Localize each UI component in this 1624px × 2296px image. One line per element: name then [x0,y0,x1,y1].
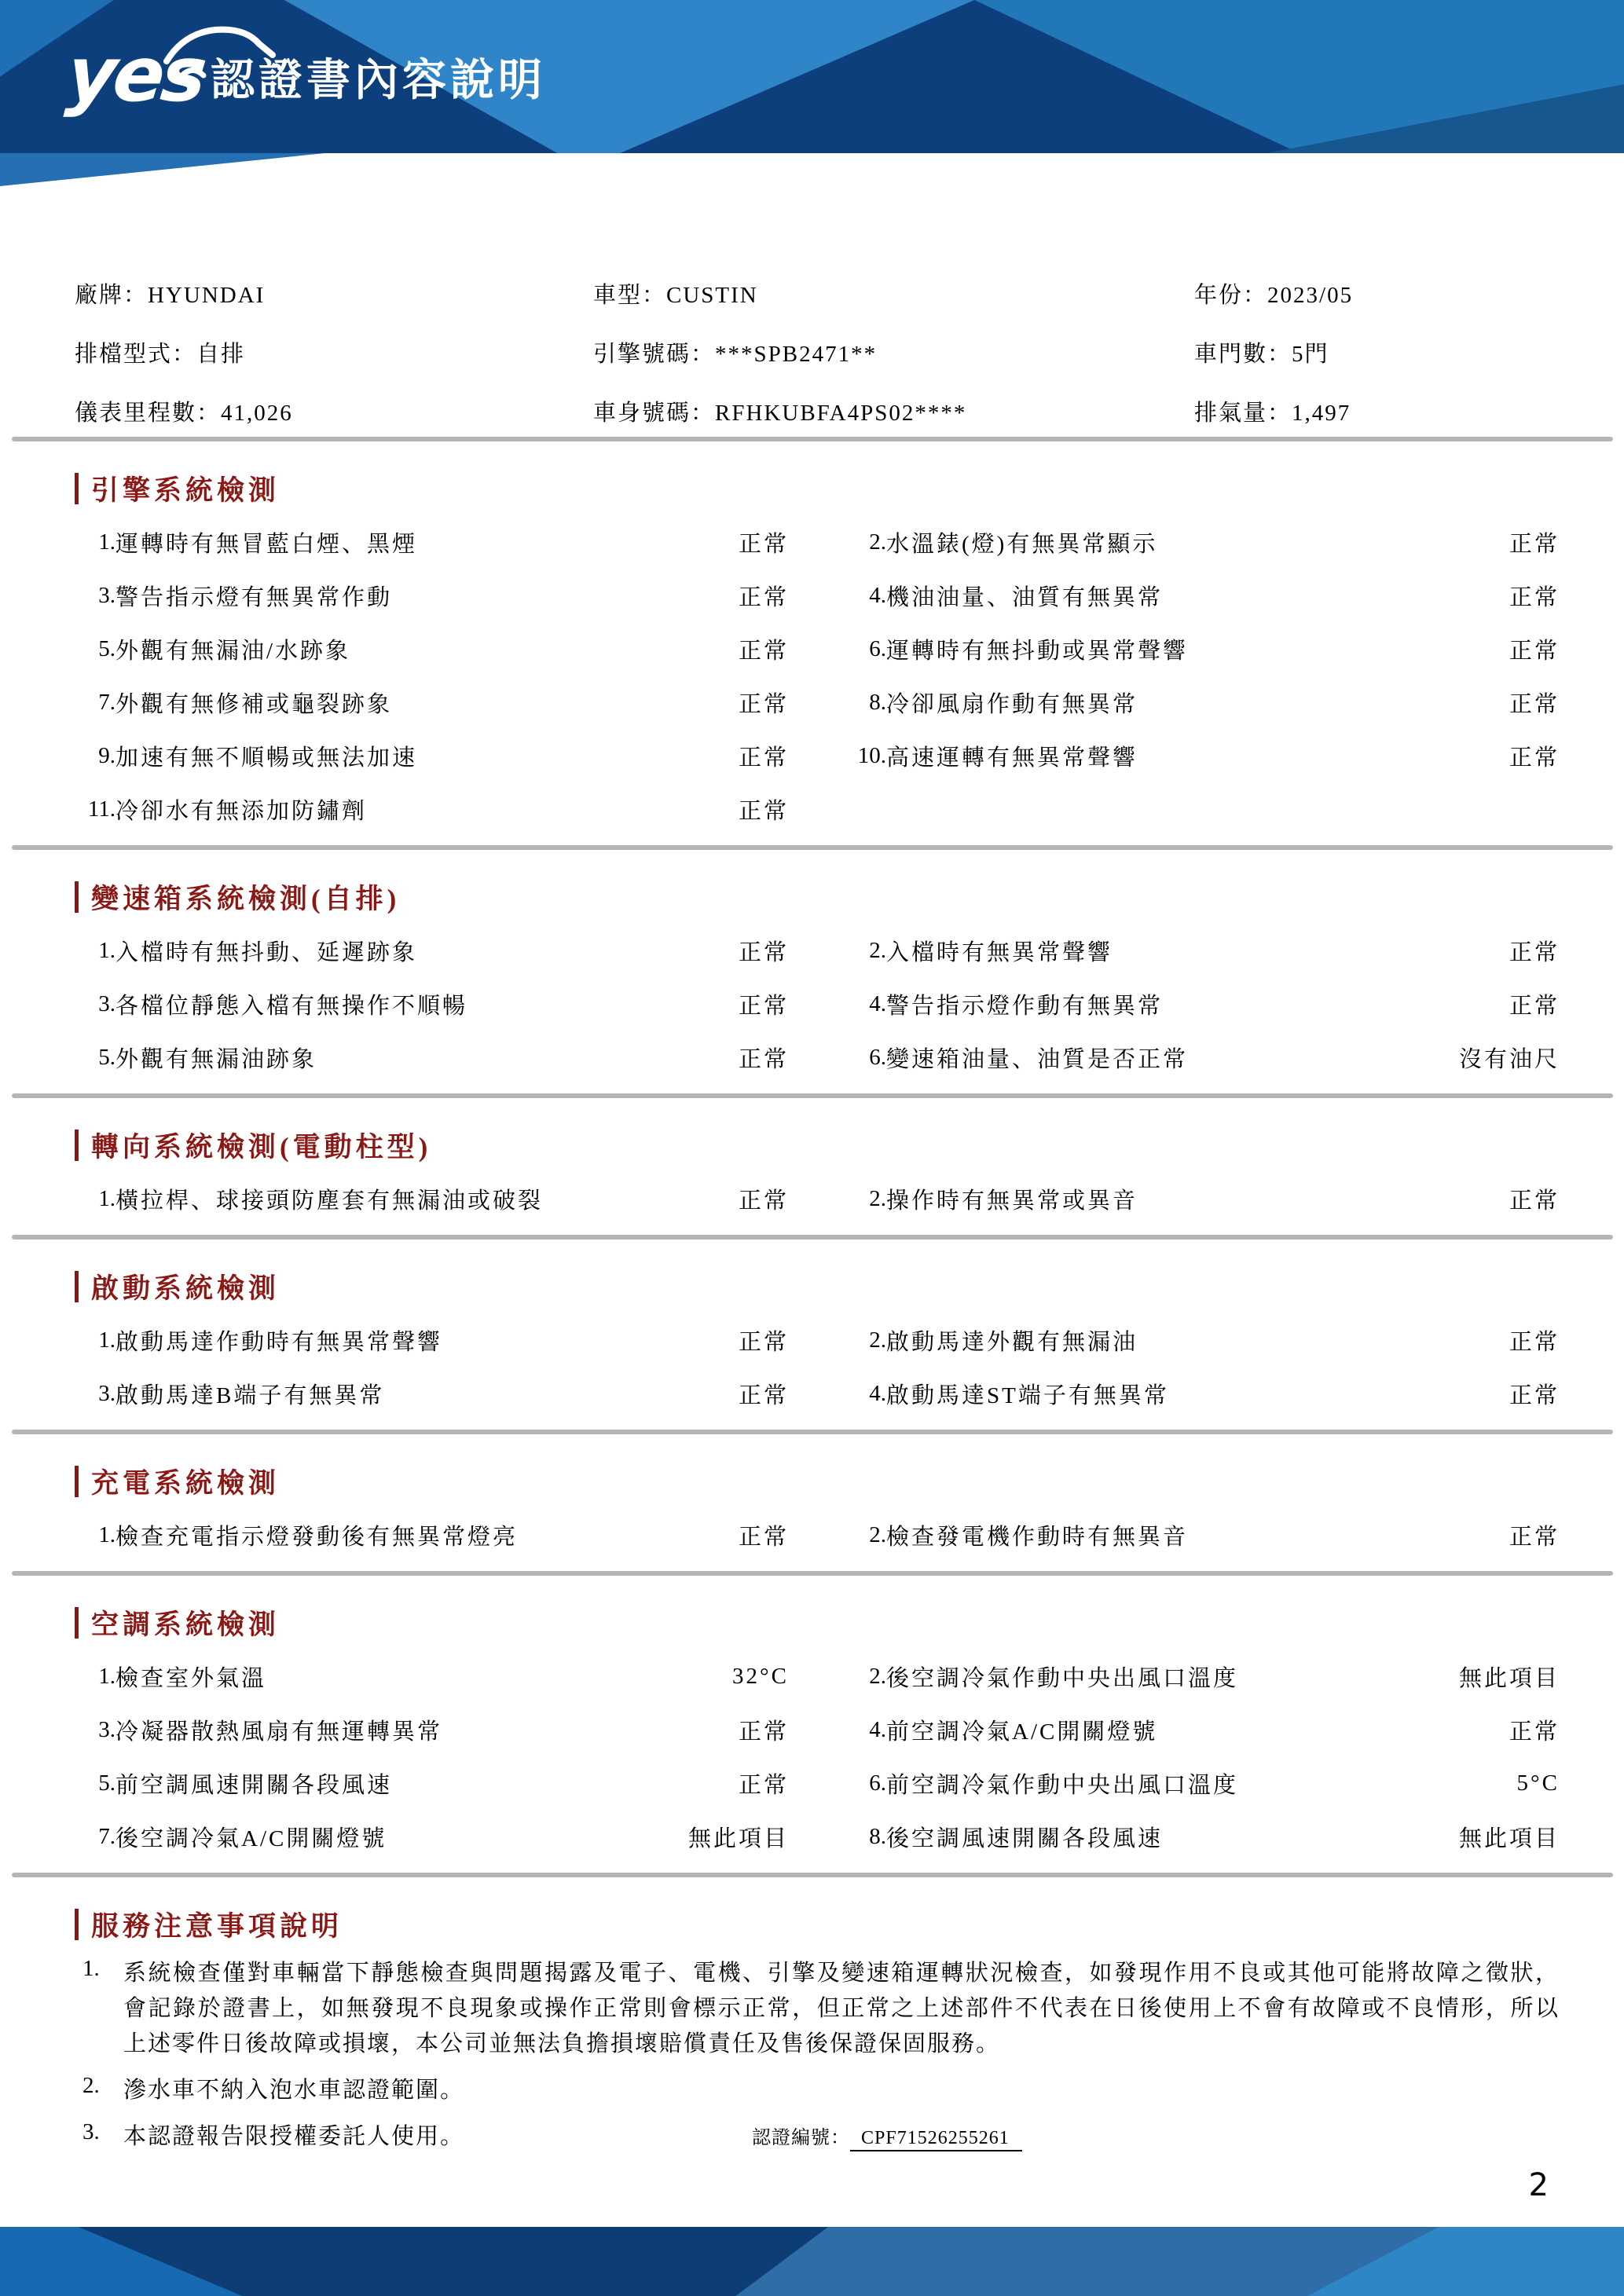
service-note [75,2073,1560,2108]
section-header [75,1266,1560,1307]
item-label: 入檔時有無抖動、延遲跡象 [115,939,418,965]
item-number: 2. [869,1185,886,1211]
item-number: 2. [869,937,886,963]
vehicle-info-value: 5門 [1292,342,1329,367]
inspection-item [845,676,1560,729]
section-red-bar [75,1466,79,1497]
section-divider [12,437,1613,441]
vehicle-info-item [593,336,1194,368]
item-result: 正常 [738,1329,789,1355]
item-number: 6. [869,635,886,661]
vehicle-info-value: 1,497 [1292,401,1351,426]
note-number: 2. [82,2072,100,2098]
section-divider [12,1430,1613,1434]
item-label: 運轉時有無冒藍白煙、黑煙 [115,531,418,557]
vehicle-info-item [75,395,593,427]
inspection-item [75,515,789,569]
inspection-item [845,729,1560,782]
vehicle-info-value: ***SPB2471** [715,342,878,367]
vehicle-info-item [1194,395,1560,427]
certificate-number-label: 認證編號： [752,2127,850,2148]
item-label: 操作時有無異常或異音 [886,1188,1138,1214]
inspection-section [75,1266,1560,1434]
vehicle-info-item [1194,277,1560,309]
item-result: 無此項目 [1458,1665,1560,1691]
item-result: 正常 [738,939,789,965]
vehicle-info-value: CUSTIN [666,283,758,308]
item-result: 正常 [1509,1382,1560,1408]
item-result: 正常 [1509,691,1560,717]
item-label: 入檔時有無異常聲響 [886,939,1113,965]
vehicle-info-label: 車型： [593,283,667,308]
item-number: 2. [869,529,886,555]
item-result: 正常 [1509,939,1560,965]
item-number: 11. [87,796,115,822]
item-number: 3. [98,991,115,1016]
section-red-bar [75,1130,79,1161]
section-divider [12,1873,1613,1877]
item-number: 1. [98,1327,115,1353]
item-label: 檢查充電指示燈發動後有無異常燈亮 [115,1524,519,1550]
section-items [75,515,1560,836]
item-label: 啟動馬達ST端子有無異常 [886,1382,1169,1408]
inspection-item [845,1650,1560,1703]
section-title: 空調系統檢測 [91,1609,280,1640]
inspection-item [845,1313,1560,1367]
note-text: 系統檢查僅對車輛當下靜態檢查與問題揭露及電子、電機、引擎及變速箱運轉狀況檢查，如發現作用不良或其他可能將故障之徵狀，會記錄於證書上，如無發現不良現象或操作正常則會標示正常，但正常之上述部件不代表在日後使用上不會有故障或不良情形，所以上述零件日後故障或損壞，本公司並無法負擔損壞賠償責任及售後保證保固服務。 [123,1961,1560,2056]
item-label: 機油油量、油質有無異常 [886,584,1164,610]
item-number: 8. [869,1823,886,1849]
item-result: 正常 [738,691,789,717]
item-number: 10. [857,742,886,768]
item-label: 運轉時有無抖動或異常聲響 [886,638,1189,664]
item-number: 5. [98,1044,115,1070]
section-red-bar [75,1909,79,1940]
inspection-item [845,622,1560,676]
item-result: 正常 [1509,993,1560,1019]
item-result: 正常 [1509,1188,1560,1214]
document-body [0,153,1624,2149]
inspection-item [75,729,789,782]
section-header [75,1602,1560,1643]
item-label: 冷卻水有無添加防鏽劑 [115,798,368,824]
item-label: 冷卻風扇作動有無異常 [886,691,1138,717]
item-number: 4. [869,582,886,608]
item-number: 2. [869,1663,886,1689]
inspection-section [75,1602,1560,1877]
inspection-item [845,924,1560,977]
inspection-item [845,1172,1560,1225]
item-number: 7. [98,689,115,715]
vehicle-info [75,277,1560,427]
section-header [75,468,1560,509]
inspection-section [75,468,1560,850]
item-result: 正常 [1509,584,1560,610]
item-result: 正常 [1509,638,1560,664]
item-label: 檢查室外氣溫 [115,1665,267,1691]
section-items [75,1650,1560,1863]
item-result: 32°C [732,1663,789,1689]
vehicle-info-value: RFHKUBFA4PS02**** [715,401,967,426]
item-label: 後空調風速開關各段風速 [886,1825,1164,1851]
item-label: 外觀有無漏油/水跡象 [115,638,351,664]
item-label: 前空調冷氣作動中央出風口溫度 [886,1772,1239,1798]
item-number: 6. [869,1044,886,1070]
item-result: 正常 [1509,1329,1560,1355]
certificate-number-value: CPF71526255261 [850,2128,1022,2151]
item-result: 正常 [738,638,789,664]
item-number: 1. [98,529,115,555]
item-result: 正常 [738,531,789,557]
inspection-item [75,1031,789,1084]
section-red-bar [75,881,79,913]
item-number: 2. [869,1327,886,1353]
item-result: 正常 [738,745,789,771]
inspection-item [75,1367,789,1420]
page-header [0,0,1624,153]
note-number: 1. [82,1956,100,1981]
inspection-item [75,622,789,676]
item-result: 正常 [738,993,789,1019]
item-result: 正常 [738,1719,789,1745]
note-number: 3. [82,2118,100,2144]
item-label: 外觀有無漏油跡象 [115,1046,317,1072]
item-number: 3. [98,1380,115,1406]
item-number: 1. [98,1185,115,1211]
item-result: 正常 [738,798,789,824]
item-number: 4. [869,1716,886,1742]
inspection-sections [75,468,1560,1877]
section-red-bar [75,1607,79,1639]
vehicle-info-item [593,277,1194,309]
section-red-bar [75,473,79,504]
item-result: 沒有油尺 [1458,1046,1560,1072]
vehicle-info-item [1194,336,1560,368]
item-result: 正常 [738,584,789,610]
inspection-item [75,1703,789,1756]
section-items [75,1172,1560,1225]
section-red-bar [75,1271,79,1302]
vehicle-info-value: 2023/05 [1267,283,1354,308]
note-text: 滲水車不納入泡水車認證範圍。 [123,2077,465,2103]
item-result: 正常 [1509,1524,1560,1550]
note-text: 本認證報告限授權委託人使用。 [123,2123,465,2149]
section-divider [12,1235,1613,1240]
inspection-item [75,569,789,622]
section-title: 變速箱系統檢測(自排) [91,884,401,914]
item-label: 警告指示燈有無異常作動 [115,584,393,610]
item-number: 3. [98,582,115,608]
notes-section-header [75,1904,1560,1945]
item-result: 正常 [738,1188,789,1214]
item-number: 5. [98,635,115,661]
vehicle-info-value: 41,026 [221,401,293,426]
yes-logo [63,24,208,126]
item-result: 正常 [738,1382,789,1408]
inspection-item [75,676,789,729]
item-label: 外觀有無修補或龜裂跡象 [115,691,393,717]
inspection-item [845,1810,1560,1863]
vehicle-info-label: 儀表里程數： [75,401,222,426]
item-number: 4. [869,1380,886,1406]
section-header [75,1461,1560,1502]
inspection-item [845,569,1560,622]
inspection-item [75,1313,789,1367]
vehicle-info-label: 車門數： [1194,342,1292,367]
item-number: 1. [98,1522,115,1547]
section-header [75,1125,1560,1166]
item-label: 警告指示燈作動有無異常 [886,993,1164,1019]
yes-logo-text: yes [63,31,208,119]
item-label: 各檔位靜態入檔有無操作不順暢 [115,993,468,1019]
item-result: 無此項目 [1458,1825,1560,1851]
item-label: 檢查發電機作動時有無異音 [886,1524,1189,1550]
vehicle-info-label: 廠牌： [75,283,148,308]
inspection-item [845,1756,1560,1810]
vehicle-info-label: 引擎號碼： [593,342,716,367]
vehicle-info-item [75,277,593,309]
inspection-section [75,1461,1560,1576]
item-label: 前空調冷氣A/C開關燈號 [886,1719,1158,1745]
section-items [75,1313,1560,1420]
item-result: 正常 [1509,531,1560,557]
vehicle-info-label: 排檔型式： [75,342,197,367]
inspection-section [75,1125,1560,1240]
item-label: 啟動馬達作動時有無異常聲響 [115,1329,443,1355]
vehicle-info-label: 排氣量： [1194,401,1292,426]
inspection-item [845,515,1560,569]
item-result: 正常 [738,1046,789,1072]
vehicle-info-item [75,336,593,368]
vehicle-info-label: 車身號碼： [593,401,716,426]
item-label: 後空調冷氣作動中央出風口溫度 [886,1665,1239,1691]
item-number: 2. [869,1522,886,1547]
section-title: 啟動系統檢測 [91,1273,280,1304]
item-number: 3. [98,1716,115,1742]
item-result: 5°C [1516,1770,1560,1796]
vehicle-info-value: 自排 [196,342,246,367]
inspection-item [75,924,789,977]
inspection-item [75,782,789,836]
service-note [75,1956,1560,2062]
item-result: 正常 [1509,745,1560,771]
inspection-item [845,1367,1560,1420]
section-title: 轉向系統檢測(電動柱型) [91,1132,432,1163]
item-number: 1. [98,1663,115,1689]
inspection-item [845,1703,1560,1756]
vehicle-info-item [593,395,1194,427]
item-number: 4. [869,991,886,1016]
item-label: 啟動馬達外觀有無漏油 [886,1329,1138,1355]
item-number: 8. [869,689,886,715]
vehicle-info-label: 年份： [1194,283,1268,308]
vehicle-info-value: HYUNDAI [148,283,266,308]
inspection-item [75,1650,789,1703]
item-number: 1. [98,937,115,963]
item-label: 後空調冷氣A/C開關燈號 [115,1825,387,1851]
item-label: 高速運轉有無異常聲響 [886,745,1138,771]
item-result: 正常 [738,1772,789,1798]
item-label: 加速有無不順暢或無法加速 [115,745,418,771]
item-label: 前空調風速開關各段風速 [115,1772,393,1798]
item-number: 7. [98,1823,115,1849]
item-result: 無此項目 [687,1825,789,1851]
inspection-section [75,877,1560,1098]
item-result: 正常 [1509,1719,1560,1745]
item-number: 5. [98,1770,115,1796]
item-result: 正常 [738,1524,789,1550]
item-label: 冷凝器散熱風扇有無運轉異常 [115,1719,443,1745]
inspection-item [75,1172,789,1225]
section-items [75,1508,1560,1562]
page-title: 認證書內容說明 [211,55,546,106]
item-label: 變速箱油量、油質是否正常 [886,1046,1189,1072]
section-title: 引擎系統檢測 [91,475,280,506]
footer-band [0,2227,1624,2296]
inspection-item [75,1810,789,1863]
inspection-item [845,1031,1560,1084]
section-divider [12,1571,1613,1576]
inspection-item [845,977,1560,1031]
section-divider [12,1093,1613,1098]
section-divider [12,845,1613,850]
section-items [75,924,1560,1084]
item-number: 6. [869,1770,886,1796]
inspection-item [75,1756,789,1810]
section-title: 充電系統檢測 [91,1468,280,1499]
item-label: 水溫錶(燈)有無異常顯示 [886,531,1158,557]
item-label: 啟動馬達B端子有無異常 [115,1382,385,1408]
inspection-item [845,1508,1560,1562]
section-header [75,877,1560,917]
item-label: 橫拉桿、球接頭防塵套有無漏油或破裂 [115,1188,544,1214]
item-number: 9. [98,742,115,768]
inspection-item [75,977,789,1031]
page-number: 2 [1528,2167,1549,2203]
notes-section-title: 服務注意事項說明 [91,1911,343,1942]
inspection-item [75,1508,789,1562]
